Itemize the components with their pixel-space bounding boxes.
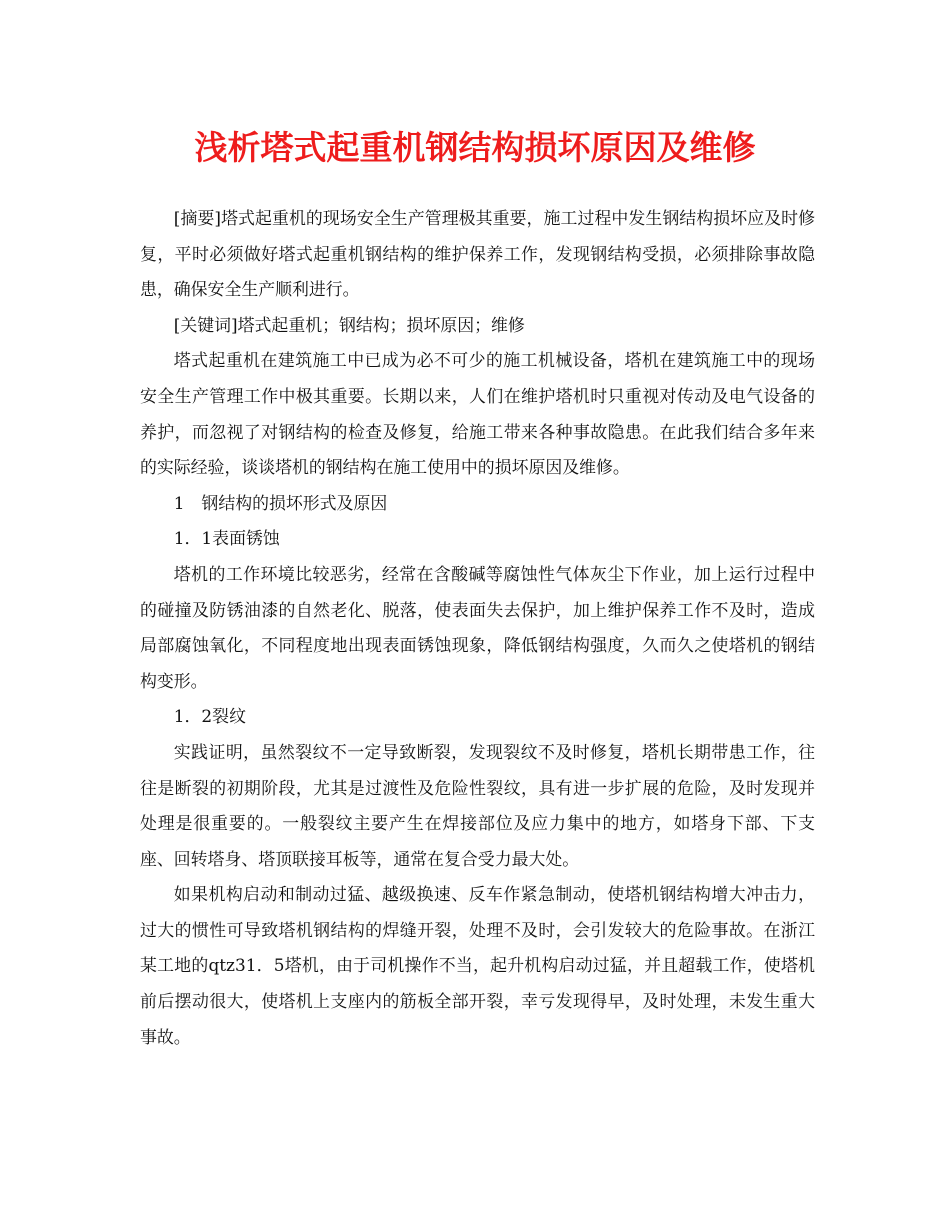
body-paragraph: 如果机构启动和制动过猛、越级换速、反车作紧急制动，使塔机钢结构增大冲击力，过大的惯性可导致塔机钢结构的焊缝开裂，处理不及时，会引发较大的危险事故。在浙江某工地的qtz31．5塔机，由于司机操作不当，起升机构启动过猛，并且超载工作，使塔机前后摆动很大，使塔机上支座内的筋板全部开裂，幸亏发现得早，及时处理，未发生重大事故。 (140, 884, 815, 1047)
intro-paragraph: 塔式起重机在建筑施工中已成为必不可少的施工机械设备，塔机在建筑施工中的现场安全生产管理工作中极其重要。长期以来，人们在维护塔机时只重视对传动及电气设备的养护，而忽视了对钢结构的检查及修复，给施工带来各种事故隐患。在此我们结合多年来的实际经验，谈谈塔机的钢结构在施工使用中的损坏原因及维修。 (140, 350, 815, 478)
document-title: 浅析塔式起重机钢结构损坏原因及维修 (194, 128, 756, 167)
section-heading: 1 钢结构的损坏形式及原因 (173, 492, 388, 513)
subsection-heading: 1．2裂纹 (173, 706, 246, 727)
keywords-paragraph: [关键词]塔式起重机；钢结构；损坏原因；维修 (173, 314, 525, 335)
abstract-paragraph: [摘要]塔式起重机的现场安全生产管理极其重要，施工过程中发生钢结构损坏应及时修复，平时必须做好塔式起重机钢结构的维护保养工作，发现钢结构受损，必须排除事故隐患，确保安全生产顺利进行。 (140, 208, 815, 300)
document-body (140, 201, 815, 1055)
subsection-heading: 1．1表面锈蚀 (173, 528, 280, 549)
body-paragraph: 塔机的工作环境比较恶劣，经常在含酸碱等腐蚀性气体灰尘下作业，加上运行过程中的碰撞及防锈油漆的自然老化、脱落，使表面失去保护，加上维护保养工作不及时，造成局部腐蚀氧化，不同程度地出现表面锈蚀现象，降低钢结构强度，久而久之使塔机的钢结构变形。 (140, 563, 815, 691)
body-paragraph: 实践证明，虽然裂纹不一定导致断裂，发现裂纹不及时修复，塔机长期带患工作，往往是断裂的初期阶段，尤其是过渡性及危险性裂纹，具有进一步扩展的危险，及时发现并处理是很重要的。一般裂纹主要产生在焊接部位及应力集中的地方，如塔身下部、下支座、回转塔身、塔顶联接耳板等，通常在复合受力最大处。 (140, 741, 815, 869)
